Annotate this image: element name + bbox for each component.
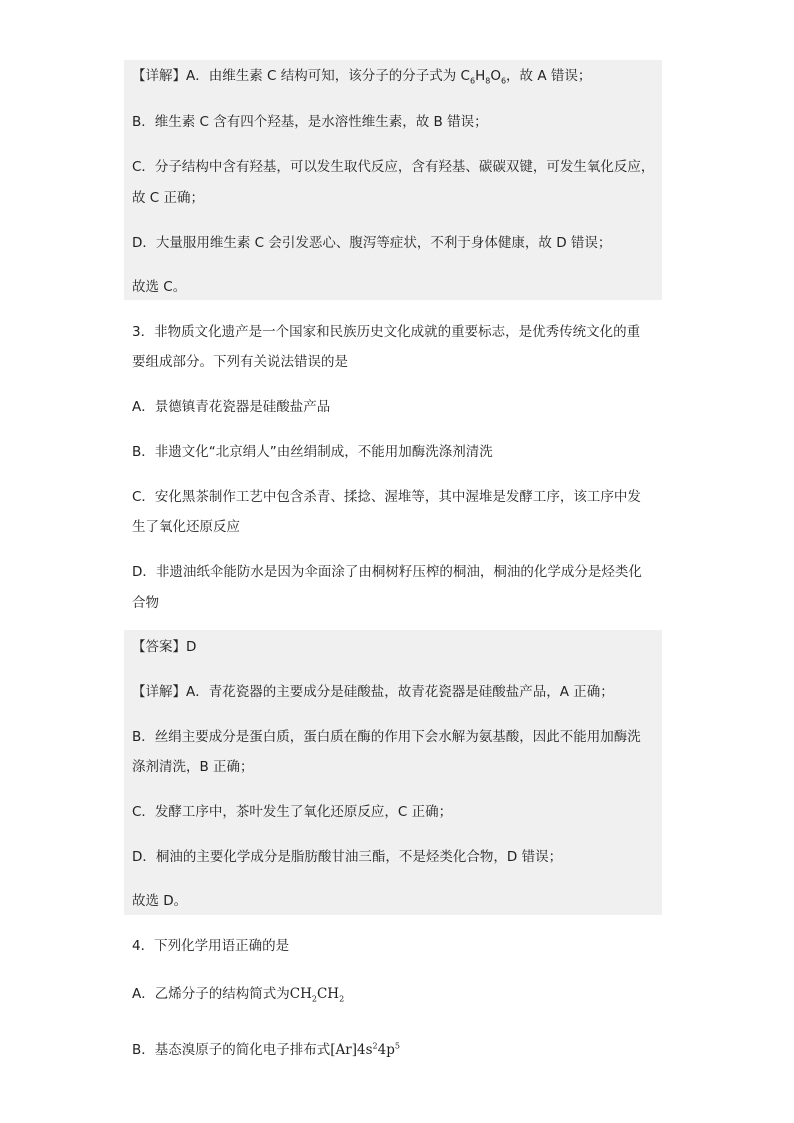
detail-b-a: B．丝绢主要成分是蛋白质，蛋白质在酶的作用下会水解为氨基酸，因此不能用加酶洗 xyxy=(132,729,641,745)
question-4-option-b-text: B．基态溴原子的简化电子排布式 xyxy=(132,1042,331,1058)
block1-line-3b: 故 C 正确； xyxy=(132,190,205,206)
formula-part: 4p xyxy=(377,1042,395,1058)
superscript: 2 xyxy=(372,1041,378,1051)
formula-part: [Ar]4s xyxy=(330,1042,373,1058)
subscript: 2 xyxy=(311,994,317,1004)
subscript: 2 xyxy=(339,994,345,1004)
question-3-option-d-a: D．非遗油纸伞能防水是因为伞面涂了由桐树籽压榨的桐油，桐油的化学成分是烃类化 xyxy=(132,564,642,580)
block1-line-1 xyxy=(132,66,591,86)
block1-line-3a: C．分子结构中含有羟基，可以发生取代反应，含有羟基、碳碳双键，可发生氧化反应， xyxy=(132,159,655,175)
question-4-option-a-text: A．乙烯分子的结构简式为 xyxy=(132,986,290,1002)
block1-line-5: 故选 C。 xyxy=(132,279,187,295)
detail-a: 【详解】A．青花瓷器的主要成分是硅酸盐，故青花瓷器是硅酸盐产品，A 正确； xyxy=(132,684,614,700)
question-3-stem-a: 3．非物质文化遗产是一个国家和民族历史文化成就的重要标志，是优秀传统文化的重 xyxy=(132,324,641,340)
question-4-option-b xyxy=(132,1040,400,1060)
question-3-option-a: A．景德镇青花瓷器是硅酸盐产品 xyxy=(132,399,331,415)
block1-line-4: D．大量服用维生素 C 会引发恶心、腹泻等症状，不利于身体健康，故 D 错误； xyxy=(132,235,612,251)
question-3-option-d-b: 合物 xyxy=(132,595,159,611)
detail-b-b: 涤剂清洗，B 正确； xyxy=(132,759,254,775)
superscript: 5 xyxy=(394,1041,400,1051)
subscript: 8 xyxy=(485,76,491,86)
block1-line-1-suffix: ，故 A 错误； xyxy=(506,68,592,84)
detail-conclusion: 故选 D。 xyxy=(132,893,188,909)
formula-part: CH xyxy=(289,986,312,1002)
detail-c: C．发酵工序中，茶叶发生了氧化还原反应，C 正确； xyxy=(132,804,453,820)
explanation-block-1 xyxy=(124,60,662,300)
block1-line-2: B．维生素 C 含有四个羟基，是水溶性维生素，故 B 错误； xyxy=(132,114,488,130)
question-3-stem-b: 要组成部分。下列有关说法错误的是 xyxy=(132,354,348,370)
question-3-option-c-b: 生了氧化还原反应 xyxy=(132,519,240,535)
subscript: 6 xyxy=(500,76,507,86)
detail-d: D．桐油的主要化学成分是脂肪酸甘油三酯，不是烃类化合物，D 错误； xyxy=(132,849,563,865)
answer-label: 【答案】D xyxy=(132,639,197,655)
question-4-option-a xyxy=(132,984,344,1004)
question-3-option-c-a: C．安化黑茶制作工艺中包含杀青、揉捻、渥堆等，其中渥堆是发酵工序，该工序中发 xyxy=(132,489,641,505)
question-3-option-b: B．非遗文化“北京绢人”由丝绢制成，不能用加酶洗涤剂清洗 xyxy=(132,444,493,460)
formula-part: H xyxy=(475,68,486,84)
block1-line-1-text: 【详解】A．由维生素 C 结构可知，该分子的分子式为 C xyxy=(132,68,470,84)
question-4-stem: 4．下列化学用语正确的是 xyxy=(132,938,290,954)
formula-part: CH xyxy=(316,986,340,1002)
formula-part: O xyxy=(490,68,501,84)
subscript: 6 xyxy=(469,76,476,86)
